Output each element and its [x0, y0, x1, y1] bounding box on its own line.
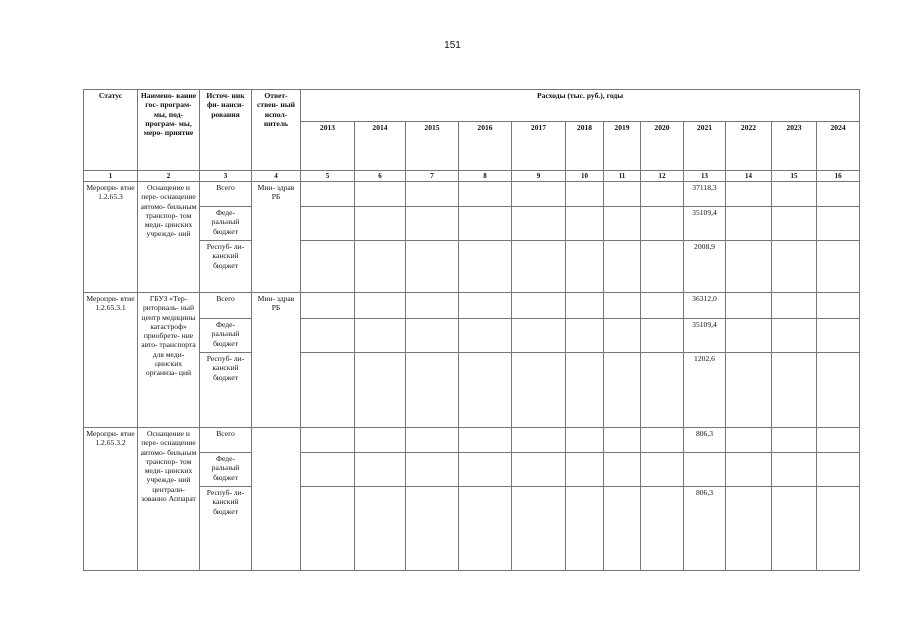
table-row	[84, 182, 860, 207]
header-executor: Ответ- ствен- ный испол- нитель	[252, 90, 301, 171]
expense-value	[772, 487, 817, 571]
expense-value	[355, 453, 406, 487]
expense-value	[355, 428, 406, 453]
expense-value	[817, 182, 860, 207]
expense-value	[512, 319, 566, 353]
funding-source: Феде- ральный бюджет	[200, 207, 252, 241]
expense-value	[301, 182, 355, 207]
expense-value	[512, 453, 566, 487]
column-number: 4	[252, 171, 301, 182]
header-name: Наимено- вание гос- програм- мы, под- програм- мы, меро- приятие	[138, 90, 200, 171]
header-year: 2019	[604, 122, 641, 171]
expense-value	[566, 182, 604, 207]
measure-name: Оснащение и пере- оснащение автомо- бильным транспор- том меди- цинских учрежде- ний централи- зованно Аппарат	[138, 428, 200, 571]
expense-value	[512, 353, 566, 428]
column-number: 2	[138, 171, 200, 182]
funding-source: Феде- ральный бюджет	[200, 453, 252, 487]
expense-value	[512, 241, 566, 293]
expense-value	[641, 428, 684, 453]
funding-source: Феде- ральный бюджет	[200, 319, 252, 353]
expense-value	[726, 319, 772, 353]
expense-value	[301, 207, 355, 241]
header-year: 2017	[512, 122, 566, 171]
expense-value	[301, 453, 355, 487]
table-row	[84, 453, 860, 487]
expense-value	[459, 241, 512, 293]
header-year: 2015	[406, 122, 459, 171]
expense-value	[641, 293, 684, 319]
expense-value	[301, 241, 355, 293]
header-year: 2024	[817, 122, 860, 171]
column-number: 1	[84, 171, 138, 182]
header-year: 2016	[459, 122, 512, 171]
expense-value	[301, 428, 355, 453]
header-year: 2018	[566, 122, 604, 171]
header-expenses: Расходы (тыс. руб.), годы	[301, 90, 860, 122]
header-status: Статус	[84, 90, 138, 171]
expense-value	[512, 487, 566, 571]
expense-value	[604, 241, 641, 293]
expense-value	[772, 319, 817, 353]
funding-source: Всего	[200, 182, 252, 207]
table-row	[84, 241, 860, 293]
expense-value	[406, 487, 459, 571]
table-row	[84, 428, 860, 453]
expense-value	[566, 487, 604, 571]
header-year: 2021	[684, 122, 726, 171]
expense-value	[604, 353, 641, 428]
expense-value	[772, 241, 817, 293]
expense-value	[566, 293, 604, 319]
expense-value	[641, 241, 684, 293]
expense-value	[406, 428, 459, 453]
expense-value	[772, 207, 817, 241]
table-row	[84, 207, 860, 241]
expense-value	[772, 293, 817, 319]
header-source: Источ- ник фи- нанси- рования	[200, 90, 252, 171]
expense-value: 35109,4	[684, 319, 726, 353]
expense-value	[684, 453, 726, 487]
column-number: 15	[772, 171, 817, 182]
expense-value	[604, 293, 641, 319]
expense-value: 36312,0	[684, 293, 726, 319]
column-number: 9	[512, 171, 566, 182]
expense-value	[355, 182, 406, 207]
expense-value	[566, 207, 604, 241]
expense-value	[459, 353, 512, 428]
funding-source: Респуб- ли- канский бюджет	[200, 241, 252, 293]
expense-value	[406, 319, 459, 353]
expense-value: 1202,6	[684, 353, 726, 428]
expense-value	[459, 319, 512, 353]
expense-value	[604, 453, 641, 487]
expense-value	[566, 453, 604, 487]
column-number: 12	[641, 171, 684, 182]
expense-value	[817, 319, 860, 353]
expense-value	[604, 207, 641, 241]
table-row	[84, 353, 860, 428]
expense-value	[406, 182, 459, 207]
expense-value	[355, 241, 406, 293]
expense-value	[355, 207, 406, 241]
expense-value	[512, 182, 566, 207]
column-number: 6	[355, 171, 406, 182]
expense-value	[726, 428, 772, 453]
expense-value	[772, 453, 817, 487]
funding-source: Респуб- ли- канский бюджет	[200, 487, 252, 571]
expense-value	[301, 319, 355, 353]
expense-value	[355, 293, 406, 319]
expense-value	[726, 241, 772, 293]
funding-source: Всего	[200, 428, 252, 453]
expense-value	[726, 453, 772, 487]
expense-value	[641, 453, 684, 487]
expense-value	[355, 319, 406, 353]
expense-value	[817, 487, 860, 571]
column-number: 13	[684, 171, 726, 182]
expense-value	[604, 319, 641, 353]
expense-value: 2008,9	[684, 241, 726, 293]
expense-value	[459, 428, 512, 453]
expense-value	[566, 241, 604, 293]
expense-value	[817, 293, 860, 319]
expense-value	[817, 241, 860, 293]
funding-source: Всего	[200, 293, 252, 319]
header-year: 2014	[355, 122, 406, 171]
expense-value	[406, 453, 459, 487]
expense-value	[726, 487, 772, 571]
column-number: 16	[817, 171, 860, 182]
expense-value	[817, 353, 860, 428]
column-number: 3	[200, 171, 252, 182]
expense-value	[459, 453, 512, 487]
expense-value	[604, 182, 641, 207]
header-year: 2023	[772, 122, 817, 171]
expense-value	[459, 182, 512, 207]
expense-value	[726, 182, 772, 207]
header-year: 2020	[641, 122, 684, 171]
expense-value	[817, 453, 860, 487]
responsible-executor	[252, 428, 301, 571]
expense-value	[604, 428, 641, 453]
measure-status: Меропри- ятие 1.2.65.3.2	[84, 428, 138, 571]
expense-value	[406, 241, 459, 293]
funding-source: Респуб- ли- канский бюджет	[200, 353, 252, 428]
header-year: 2022	[726, 122, 772, 171]
expense-value	[772, 182, 817, 207]
budget-expenses-table	[83, 89, 860, 571]
expense-value	[566, 353, 604, 428]
table-row	[84, 319, 860, 353]
expense-value	[512, 428, 566, 453]
page-number: 151	[444, 40, 461, 51]
column-number: 14	[726, 171, 772, 182]
responsible-executor: Мин- здрав РБ	[252, 293, 301, 428]
expense-value	[406, 353, 459, 428]
expense-value	[772, 428, 817, 453]
expense-value	[512, 293, 566, 319]
table-row	[84, 487, 860, 571]
expense-value	[301, 353, 355, 428]
expense-value	[301, 293, 355, 319]
expense-value	[641, 207, 684, 241]
expense-value	[355, 487, 406, 571]
expense-value: 806,3	[684, 487, 726, 571]
expense-value	[604, 487, 641, 571]
expense-value: 806,3	[684, 428, 726, 453]
header-year: 2013	[301, 122, 355, 171]
responsible-executor: Мин- здрав РБ	[252, 182, 301, 293]
expense-value	[301, 487, 355, 571]
column-number: 8	[459, 171, 512, 182]
expense-value	[817, 207, 860, 241]
measure-name: Оснащение и пере- оснащение автомо- бильным транспор- том меди- цинских учрежде- ний	[138, 182, 200, 293]
measure-status: Меропри- ятие 1.2.65.3.1	[84, 293, 138, 428]
expense-value	[641, 182, 684, 207]
expense-value	[566, 428, 604, 453]
expense-value: 35109,4	[684, 207, 726, 241]
measure-name: ГБУЗ «Тер- риториаль- ный центр медицины катастроф» приобрете- ние авто- транспорта для меди- цинских организа- ций	[138, 293, 200, 428]
expense-value: 37118,3	[684, 182, 726, 207]
expense-value	[726, 293, 772, 319]
expense-value	[512, 207, 566, 241]
measure-status: Меропри- ятие 1.2.65.3	[84, 182, 138, 293]
column-number: 10	[566, 171, 604, 182]
table-row	[84, 293, 860, 319]
column-number: 11	[604, 171, 641, 182]
expense-value	[355, 353, 406, 428]
expense-value	[641, 353, 684, 428]
expense-value	[406, 207, 459, 241]
expense-value	[641, 319, 684, 353]
expense-value	[817, 428, 860, 453]
expense-value	[566, 319, 604, 353]
expense-value	[406, 293, 459, 319]
expense-value	[459, 293, 512, 319]
column-number: 5	[301, 171, 355, 182]
expense-value	[726, 353, 772, 428]
expense-value	[459, 487, 512, 571]
expense-value	[772, 353, 817, 428]
expense-value	[641, 487, 684, 571]
column-number: 7	[406, 171, 459, 182]
expense-value	[726, 207, 772, 241]
expense-value	[459, 207, 512, 241]
